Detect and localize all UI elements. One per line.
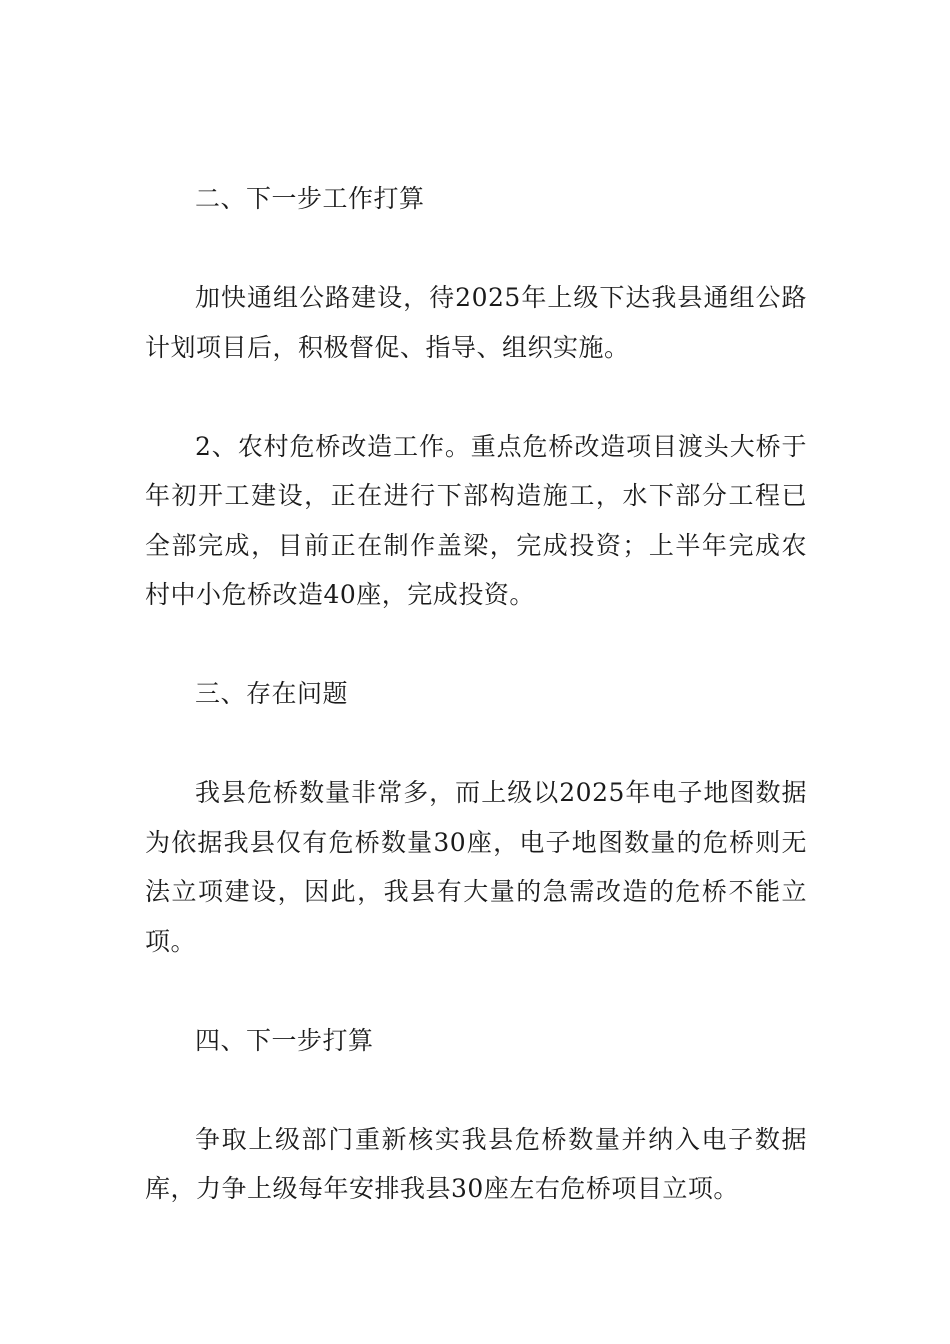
paragraph-road-construction: 加快通组公路建设，待2025年上级下达我县通组公路计划项目后，积极督促、指导、组织实施。 — [145, 283, 807, 362]
paragraph-spacer — [145, 372, 807, 422]
section-heading-plans: 四、下一步打算 — [195, 1025, 374, 1055]
paragraph-plans: 争取上级部门重新核实我县危桥数量并纳入电子数据库，力争上级每年安排我县30座左右危桥项目立项。 — [145, 1124, 807, 1203]
paragraph-problems: 我县危桥数量非常多，而上级以2025年电子地图数据为依据我县仅有危桥数量30座，电子地图数量的危桥则无法立项建设，因此，我县有大量的急需改造的危桥不能立项。 — [145, 778, 807, 956]
paragraph-spacer — [145, 719, 807, 769]
paragraph-spacer — [145, 966, 807, 1016]
paragraph-bridge-renovation: 2、农村危桥改造工作。重点危桥改造项目渡头大桥于年初开工建设，正在进行下部构造施工，水下部分工程已全部完成，目前正在制作盖梁，完成投资；上半年完成农村中小危桥改造40座，完成投资。 — [145, 431, 807, 609]
paragraph-spacer — [145, 1065, 807, 1115]
paragraph-spacer — [145, 620, 807, 670]
section-heading-next-steps: 二、下一步工作打算 — [195, 184, 425, 213]
document-body — [145, 174, 807, 1214]
section-heading-problems: 三、存在问题 — [195, 679, 349, 708]
paragraph-spacer — [145, 224, 807, 274]
